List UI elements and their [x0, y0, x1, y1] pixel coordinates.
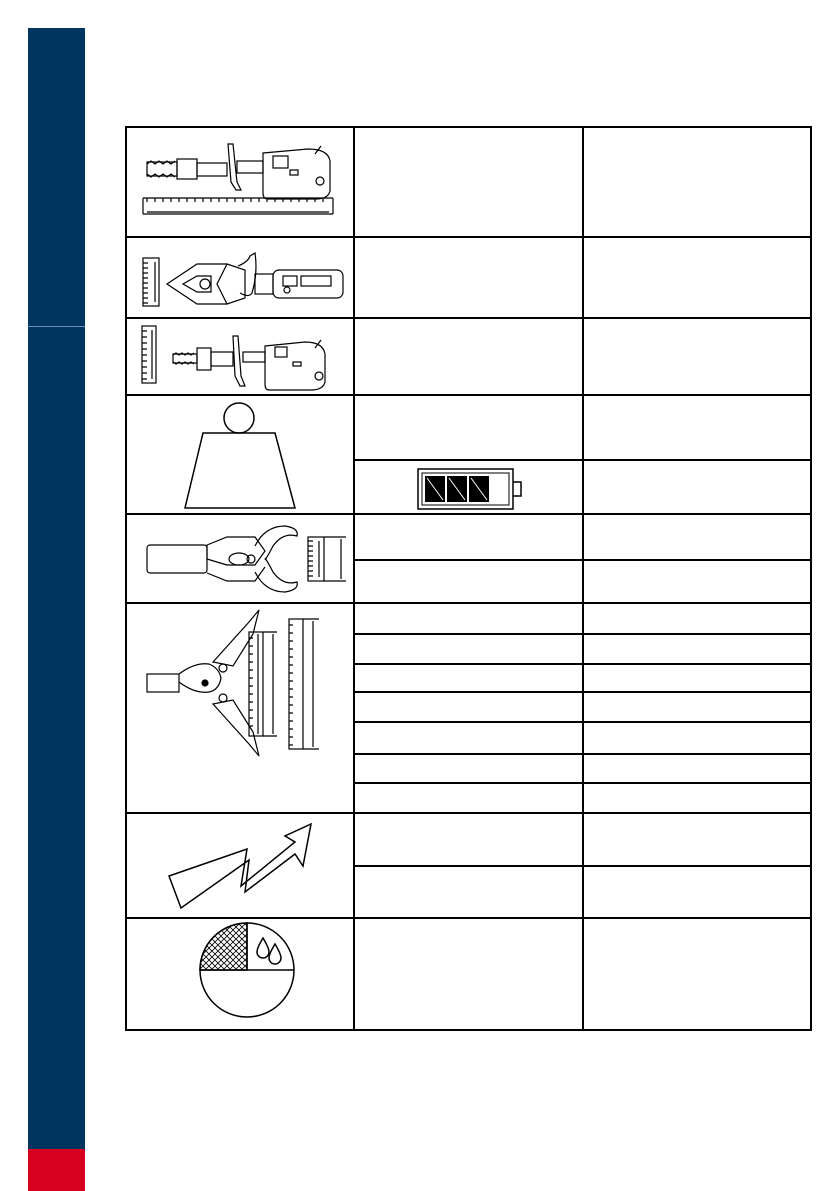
- cutter-opening-icon: [147, 526, 346, 592]
- sidebar-divider: [28, 326, 85, 327]
- weight-icon: [185, 403, 295, 508]
- spreader-opening-icon: [147, 610, 319, 756]
- spec-table-graphic: [125, 126, 812, 1031]
- ip-rating-icon: [200, 923, 294, 1017]
- force-arrow-icon: [169, 824, 311, 908]
- tool-length-icon: [143, 144, 333, 214]
- table-grid: [126, 127, 811, 1030]
- tool-width-icon: [143, 253, 343, 306]
- tool-height-icon: [142, 326, 325, 390]
- spec-table: [125, 126, 812, 1031]
- sidebar-band: [28, 28, 85, 1163]
- sidebar-red-tab: [28, 1149, 85, 1191]
- battery-icon: [418, 469, 521, 509]
